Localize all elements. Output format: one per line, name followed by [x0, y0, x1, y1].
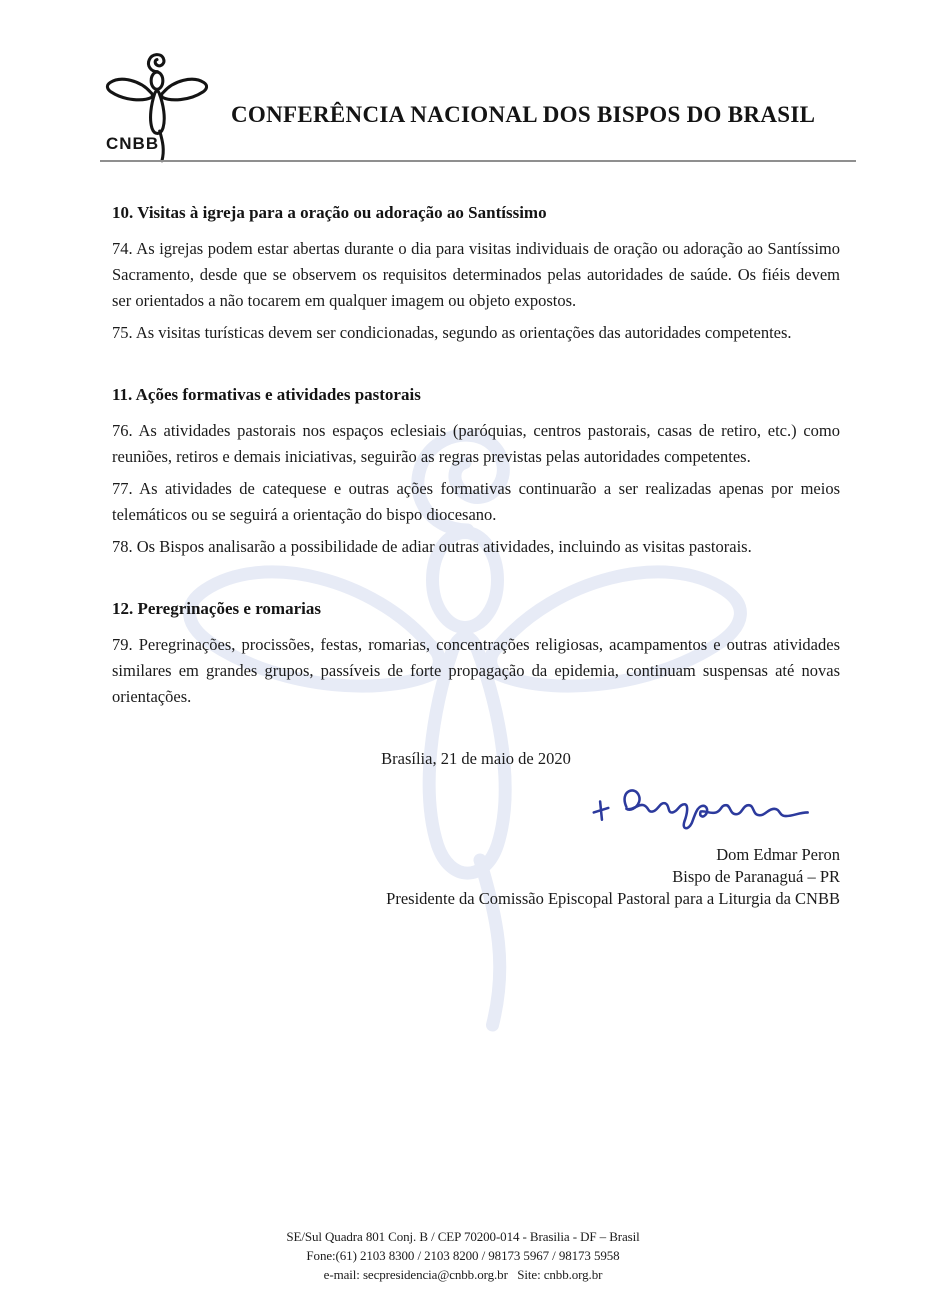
logo-label: CNBB	[106, 134, 160, 153]
paragraph-77: 77. As atividades de catequese e outras ações formativas continuarão a ser realizadas apenas por meios telemáticos ou se seguirá a orientação do bispo diocesano.	[112, 479, 840, 524]
footer-contacts: e-mail: secpresidencia@cnbb.org.br Site: cnbb.org.br	[323, 1267, 603, 1282]
footer-address: SE/Sul Quadra 801 Conj. B / CEP 70200-014 - Brasilia - DF – Brasil	[286, 1229, 640, 1244]
letter-footer	[0, 1227, 926, 1284]
document-title: CONFERÊNCIA NACIONAL DOS BISPOS DO BRASIL	[231, 102, 816, 127]
section-12	[112, 596, 840, 710]
section-11-heading: 11. Ações formativas e atividades pastorais	[112, 385, 421, 404]
paragraph-78: 78. Os Bispos analisarão a possibilidade de adiar outras atividades, incluindo as visitas pastorais.	[112, 537, 752, 556]
section-12-heading: 12. Peregrinações e romarias	[112, 599, 321, 618]
header-divider	[100, 160, 856, 162]
signature-ink-icon	[594, 790, 808, 828]
footer-phones: Fone:(61) 2103 8300 / 2103 8200 / 98173 5967 / 98173 5958	[306, 1248, 620, 1263]
dateline: Brasília, 21 de maio de 2020	[381, 749, 571, 768]
handwritten-signature	[572, 778, 824, 836]
signer-name: Dom Edmar Peron	[716, 845, 840, 864]
signature-block	[112, 778, 840, 910]
paragraph-76: 76. As atividades pastorais nos espaços eclesiais (paróquias, centros pastorais, casas de retiro, etc.) como reuniões, retiros e demais iniciativas, seguirão as regras previstas pelas autoridades competentes.	[112, 421, 840, 466]
signer-title-bishop: Bispo de Paranaguá – PR	[672, 867, 840, 886]
section-11	[112, 382, 840, 560]
letter-body	[112, 200, 840, 910]
signer-title-president: Presidente da Comissão Episcopal Pastoral para a Liturgia da CNBB	[386, 889, 840, 908]
paragraph-75: 75. As visitas turísticas devem ser condicionadas, segundo as orientações das autoridades competentes.	[112, 323, 792, 342]
section-10-heading: 10. Visitas à igreja para a oração ou adoração ao Santíssimo	[112, 203, 547, 222]
paragraph-79: 79. Peregrinações, procissões, festas, romarias, concentrações religiosas, acampamentos e outras atividades similares em grandes grupos, passíveis de forte propagação da epidemia, continuam suspensas até novas orientações.	[112, 635, 840, 706]
paragraph-74: 74. As igrejas podem estar abertas durante o dia para visitas individuais de oração ou adoração ao Santíssimo Sacramento, desde que se observem os requisitos determinados pelas autoridades de saúde. Os fiéis devem ser orientados a não tocarem em qualquer imagem ou objeto expostos.	[112, 239, 840, 310]
section-10	[112, 200, 840, 346]
